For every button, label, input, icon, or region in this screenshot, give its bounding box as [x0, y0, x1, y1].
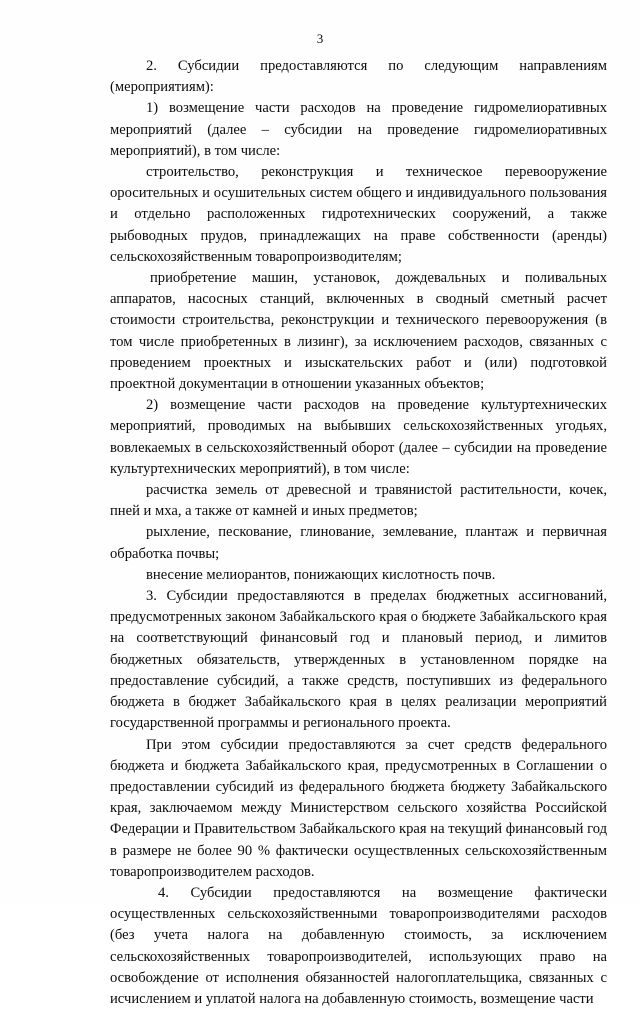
paragraph-ameliorants: внесение мелиорантов, понижающих кислотность почв. [146, 566, 496, 583]
page-number: 3 [316, 31, 324, 46]
paragraph-equipment: приобретение машин, установок, дождевальных и поливальных аппаратов, насосных станций, включенных в сводный сметный расчет стоимости строительства, реконструкции и технического перевооружения (в том числе приобретенных в лизинг), за исключением расходов, связанных с проведением проектных и изыскательских работ и (или) подготовкой проектной документации в отношении указанных объектов; [110, 270, 607, 393]
paragraph-section-2: 2. Субсидии предоставляются по следующим направлениям (мероприятиям): [110, 58, 607, 96]
paragraph-loosening: рыхление, пескование, глинование, землевание, плантаж и первичная обработка почвы; [110, 524, 607, 562]
paragraph-federal-funding: При этом субсидии предоставляются за счет средств федерального бюджета и бюджета Забайкальского края, предусмотренных в Соглашении о предоставлении субсидий из федерального бюджета бюджету Забайкальского края, заключаемом между Министерством сельского хозяйства Российской Федерации и Правительством Забайкальского края на текущий финансовый год в размере не более 90 % фактически осуществленных сельскохозяйственным товаропроизводителем расходов. [110, 736, 607, 880]
paragraph-item-1: 1) возмещение части расходов на проведение гидромелиоративных мероприятий (далее – субсидии на проведение гидромелиоративных мероприятий), в том числе: [110, 100, 607, 159]
paragraph-section-3: 3. Субсидии предоставляются в пределах бюджетных ассигнований, предусмотренных законом Забайкальского края о бюджете Забайкальского края на соответствующий финансовый год и плановый период, и лимитов бюджетных обязательств, утвержденных в установленном порядке на предоставление субсидий, а также средств, поступивших из федерального бюджета в бюджет Забайкальского края в целях реализации мероприятий государственной программы и регионального проекта. [110, 588, 607, 732]
paragraph-item-2: 2) возмещение части расходов на проведение культуртехнических мероприятий, проводимых на выбывших сельскохозяйственных угодьях, вовлекаемых в сельскохозяйственный оборот (далее – субсидии на проведение культуртехнических мероприятий), в том числе: [110, 397, 607, 477]
paragraph-construction: строительство, реконструкция и техническое перевооружение оросительных и осушительных систем общего и индивидуального пользования и отдельно расположенных гидротехнических сооружений, а также рыбоводных прудов, принадлежащих на праве собственности (аренды) сельскохозяйственным товаропроизводителям; [110, 164, 607, 265]
paragraph-clearing: расчистка земель от древесной и травянистой растительности, кочек, пней и мха, а также от камней и иных предметов; [110, 482, 607, 520]
document-body [110, 56, 607, 1010]
paragraph-section-4: 4. Субсидии предоставляются на возмещение фактически осуществленных сельскохозяйственными товаропроизводителями расходов (без учета налога на добавленную стоимость, за исключением сельскохозяйственных товаропроизводителей, использующих право на освобождение от исполнения обязанностей налогоплательщика, связанных с исчислением и уплатой налога на добавленную стоимость, возмещение части [110, 884, 607, 1007]
